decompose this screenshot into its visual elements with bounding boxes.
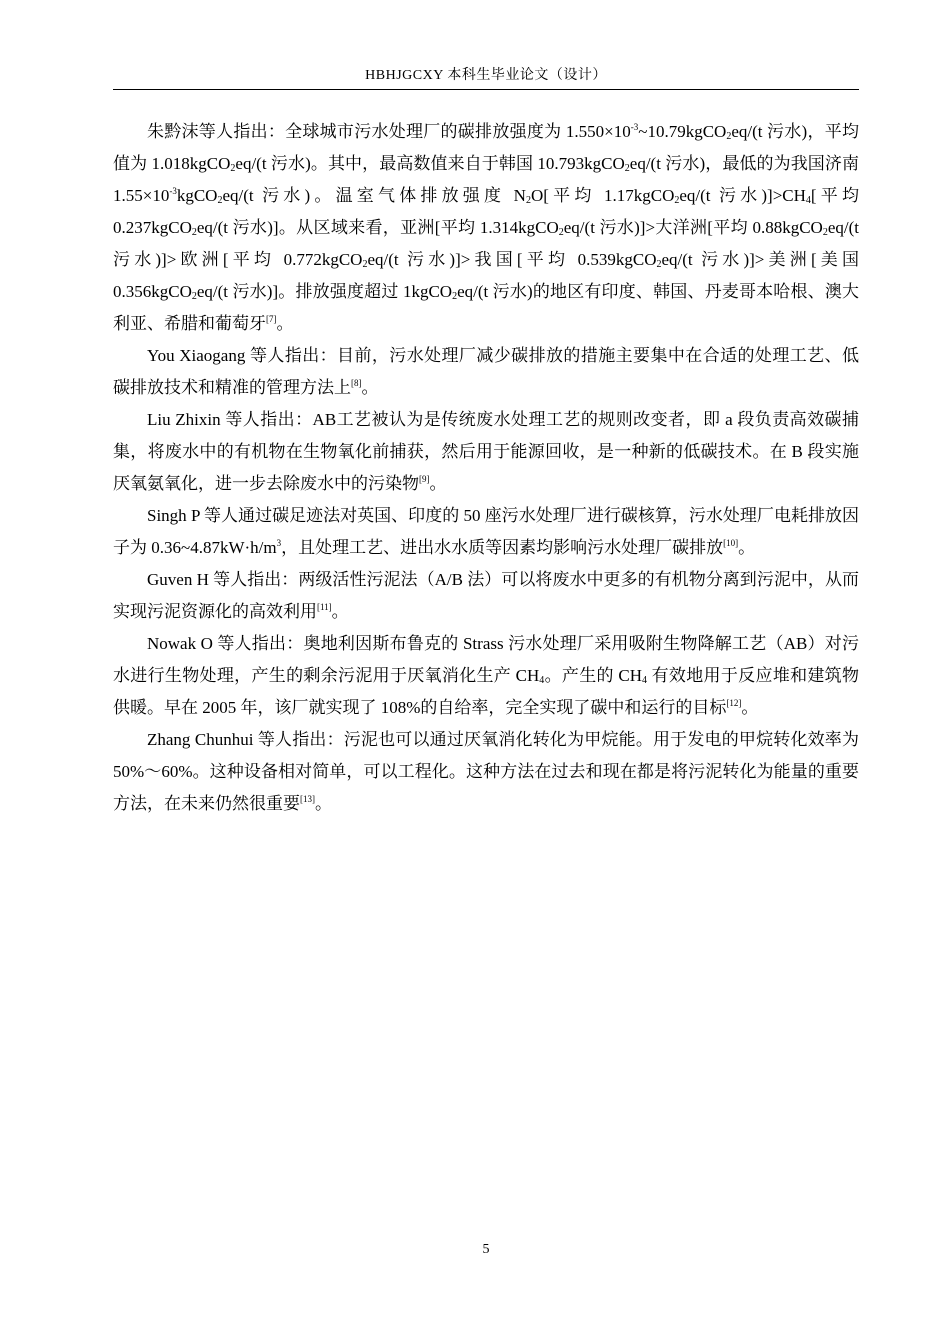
text-run: 。: [361, 378, 379, 397]
text-run: Zhang Chunhui 等人指出：污泥也可以通过厌氧消化转化为甲烷能。用于发电的甲烷转化效率为 50%～60%。这种设备相对简单，可以工程化。这种方法在过去和现在都是将污泥转化为能量的重要方法，在未来仍然很重要: [113, 730, 859, 813]
text-run: eq/(t 污水)]>我国[平均 0.539kgCO: [367, 250, 657, 269]
text-run: 。: [315, 794, 332, 813]
text-run: eq/(t 污水)，最低的为我国济南 1.55×10: [113, 154, 859, 205]
header-rule: [113, 89, 859, 90]
superscript: [12]: [726, 698, 742, 708]
paragraph: [113, 500, 859, 564]
superscript: [8]: [351, 378, 362, 388]
text-run: eq/(t 污水)。其中，最高数值来自于韩国 10.793kgCO: [235, 154, 625, 173]
text-run: [平均 0.237kgCO: [113, 186, 859, 237]
text-run: 。: [738, 538, 756, 557]
text-run: eq/(t 污水)。温室气体排放强度 N: [222, 186, 526, 205]
text-run: Guven H 等人指出：两级活性污泥法（A/B 法）可以将废水中更多的有机物分离到污泥中，从而实现污泥资源化的高效利用: [113, 570, 859, 621]
subscript: 2: [217, 195, 223, 206]
page-header: HBHJGCXY 本科生毕业论文（设计）: [365, 68, 607, 83]
superscript: -3: [630, 122, 639, 132]
text-run: eq/(t 污水)]>CH: [679, 186, 806, 205]
paragraph: [113, 564, 859, 628]
text-run: 。: [741, 698, 759, 717]
subscript: 4: [642, 675, 648, 686]
superscript: [13]: [300, 794, 315, 804]
text-run: eq/(t 污水)]>欧洲[平均 0.772kgCO: [113, 218, 859, 269]
text-run: eq/(t 污水)]>美洲[美国 0.356kgCO: [113, 250, 859, 301]
subscript: 2: [191, 227, 197, 238]
text-run: 。: [331, 602, 349, 621]
text-run: 有效地用于反应堆和建筑物供暖。早在 2005 年，该厂就实现了 108%的自给率，完全实现了碳中和运行的目标: [113, 666, 859, 717]
superscript: [11]: [317, 602, 332, 612]
subscript: 2: [674, 195, 680, 206]
superscript: 3: [276, 538, 282, 548]
paragraph: [113, 404, 859, 500]
subscript: 2: [726, 131, 732, 142]
text-run: eq/(t 污水)的地区有印度、韩国、丹麦哥本哈根、澳大利亚、希腊和葡萄牙: [113, 282, 859, 333]
page-number: 5: [482, 1242, 490, 1257]
body-text: [113, 116, 859, 820]
text-run: ，且处理工艺、进出水水质等因素均影响污水处理厂碳排放: [281, 538, 724, 557]
paragraph: [113, 340, 859, 404]
paragraph: [113, 628, 859, 724]
superscript: -3: [169, 186, 177, 196]
text-run: 。产生的 CH: [544, 666, 643, 685]
subscript: 2: [624, 163, 630, 174]
text-run: 朱黔沫等人指出：全球城市污水处理厂的碳排放强度为 1.550×10: [147, 122, 631, 141]
superscript: [9]: [419, 474, 430, 484]
subscript: 2: [452, 291, 458, 302]
subscript: 4: [805, 195, 811, 206]
subscript: 4: [539, 675, 545, 686]
subscript: 2: [525, 195, 531, 206]
text-run: O[平均 1.17kgCO: [530, 186, 675, 205]
text-run: 。: [276, 314, 294, 333]
text-run: kgCO: [176, 186, 218, 205]
text-run: ~10.79kgCO: [638, 122, 727, 141]
text-run: 。: [429, 474, 447, 493]
paragraph: [113, 724, 859, 820]
text-run: eq/(t 污水)]。从区域来看，亚洲[平均 1.314kgCO: [196, 218, 559, 237]
subscript: 2: [822, 227, 828, 238]
superscript: [7]: [266, 314, 277, 324]
subscript: 2: [230, 163, 236, 174]
subscript: 2: [656, 259, 662, 270]
text-run: You Xiaogang 等人指出：目前，污水处理厂减少碳排放的措施主要集中在合适的处理工艺、低碳排放技术和精准的管理方法上: [113, 346, 859, 397]
paragraph: [113, 116, 859, 340]
subscript: 2: [191, 291, 197, 302]
text-run: eq/(t 污水)，平均值为 1.018kgCO: [113, 122, 859, 173]
subscript: 2: [558, 227, 564, 238]
text-run: Liu Zhixin 等人指出：AB工艺被认为是传统废水处理工艺的规则改变者，即 a 段负责高效碳捕集，将废水中的有机物在生物氧化前捕获，然后用于能源回收，是一种新的低碳技术。在 B 段实施厌氧氨氧化，进一步去除废水中的污染物: [113, 410, 859, 493]
text-run: eq/(t 污水)]>大洋洲[平均 0.88kgCO: [563, 218, 823, 237]
text-run: Nowak O 等人指出：奥地利因斯布鲁克的 Strass 污水处理厂采用吸附生物降解工艺（AB）对污水进行生物处理，产生的剩余污泥用于厌氧消化生产 CH: [113, 634, 859, 685]
text-run: eq/(t 污水)]。排放强度超过 1kgCO: [196, 282, 453, 301]
subscript: 2: [362, 259, 368, 270]
text-run: Singh P 等人通过碳足迹法对英国、印度的 50 座污水处理厂进行碳核算，污水处理厂电耗排放因子为 0.36~4.87kW·h/m: [113, 506, 859, 557]
superscript: [10]: [723, 538, 739, 548]
